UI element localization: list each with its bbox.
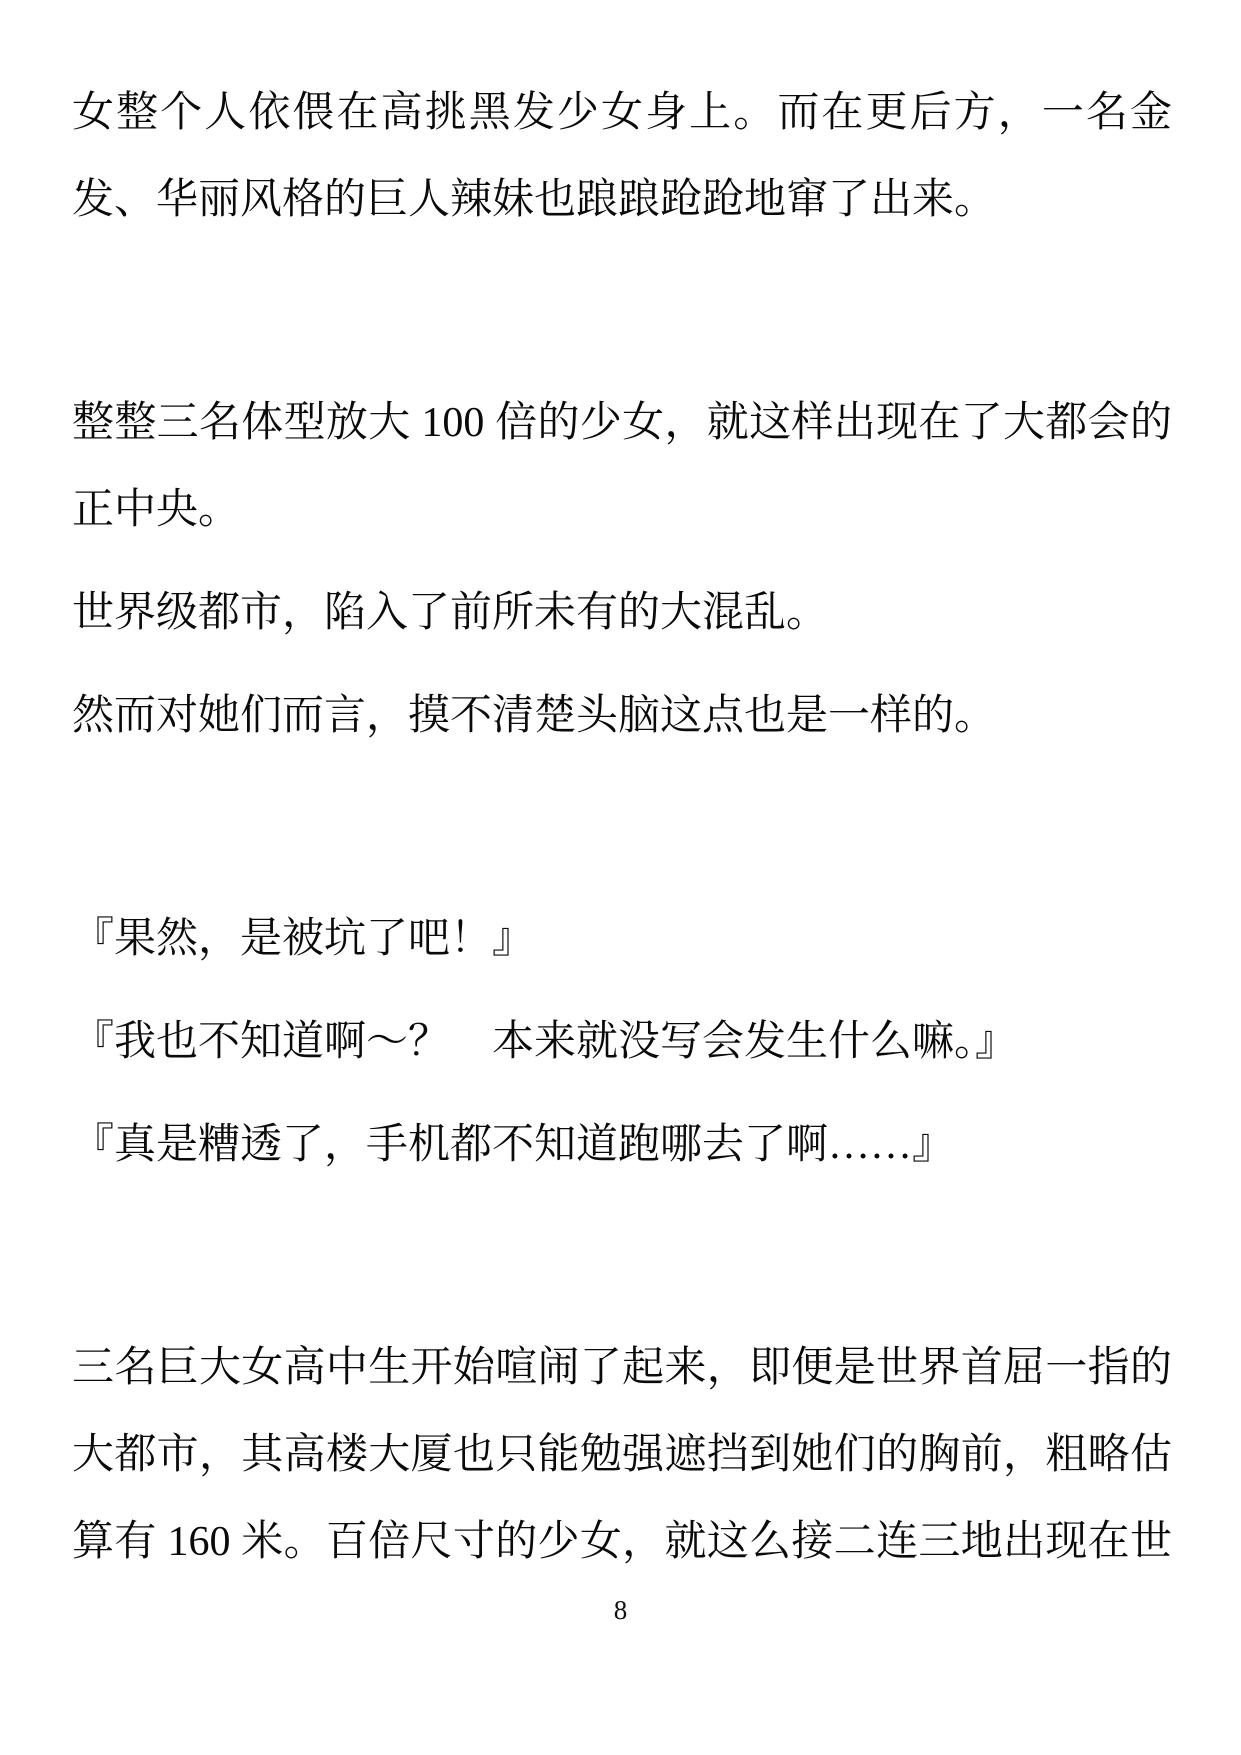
text-paragraph [72, 999, 1172, 1086]
text-line: 算有 160 米。百倍尺寸的少女，就这么接二连三地出现在世 [72, 1519, 1172, 1565]
text-paragraph [72, 570, 1172, 657]
text-paragraph [72, 1325, 1172, 1586]
page-content [72, 70, 1172, 1602]
text-paragraph [72, 70, 1172, 244]
text-paragraph [72, 673, 1172, 760]
text-line: 『真是糟透了，手机都不知道跑哪去了啊……』 [72, 1122, 955, 1168]
text-paragraph [72, 896, 1172, 983]
page-number: 8 [613, 1595, 628, 1625]
text-line: 发、华丽风格的巨人辣妹也踉踉跄跄地窜了出来。 [72, 177, 997, 223]
text-paragraph [72, 380, 1172, 554]
text-line: 整整三名体型放大 100 倍的少女，就这样出现在了大都会的 [72, 400, 1172, 446]
text-line: 『我也不知道啊～？ 本来就没写会发生什么嘛。』 [72, 1019, 1018, 1065]
text-paragraph [72, 1102, 1172, 1189]
text-line: 世界级都市，陷入了前所未有的大混乱。 [72, 590, 829, 636]
text-line: 大都市，其高楼大厦也只能勉强遮挡到她们的胸前，粗略估 [72, 1432, 1172, 1478]
text-line: 三名巨大女高中生开始喧闹了起来，即便是世界首屈一指的 [72, 1345, 1172, 1391]
paragraph-gap [72, 776, 1172, 896]
text-line: 正中央。 [72, 487, 241, 533]
paragraph-gap [72, 1205, 1172, 1325]
text-line: 女整个人依偎在高挑黑发少女身上。而在更后方，一名金 [72, 90, 1172, 136]
text-line: 然而对她们而言，摸不清楚头脑这点也是一样的。 [72, 693, 997, 739]
text-line: 『果然，是被坑了吧！』 [72, 916, 535, 962]
paragraph-gap [72, 260, 1172, 380]
